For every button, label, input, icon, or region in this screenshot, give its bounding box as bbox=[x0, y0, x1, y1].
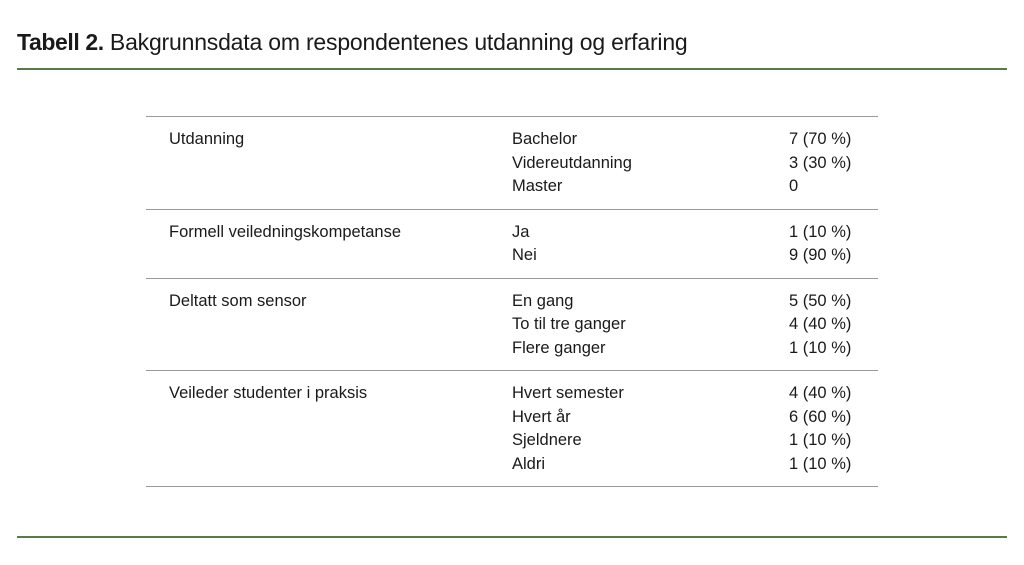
option-label: Aldri bbox=[512, 454, 546, 473]
table-row bbox=[146, 128, 878, 152]
table-group-praksis bbox=[146, 370, 878, 487]
category-label: Veileder studenter i praksis bbox=[169, 384, 368, 402]
bottom-divider bbox=[17, 536, 1007, 538]
option-label: Bachelor bbox=[512, 130, 578, 148]
table-caption bbox=[17, 27, 688, 57]
count-value: 5 (50 %) bbox=[789, 291, 852, 310]
count-value: 1 (10 %) bbox=[789, 431, 852, 449]
table-row bbox=[146, 429, 878, 453]
count-value: 1 (10 %) bbox=[789, 454, 852, 473]
table-row bbox=[146, 337, 878, 361]
category-label: Formell veiledningskompetanse bbox=[169, 222, 402, 241]
table-row bbox=[146, 290, 878, 314]
option-label: Nei bbox=[512, 246, 537, 264]
option-label: Sjeldnere bbox=[512, 431, 582, 449]
table-row bbox=[146, 221, 878, 245]
table-caption-label: Tabell 2. bbox=[17, 29, 104, 55]
table-caption-text: Bakgrunnsdata om respondentenes utdanning og erfaring bbox=[103, 29, 688, 55]
count-value: 7 (70 %) bbox=[789, 130, 852, 148]
count-value: 1 (10 %) bbox=[789, 222, 852, 241]
table-row bbox=[146, 313, 878, 337]
count-value: 9 (90 %) bbox=[789, 246, 852, 264]
table-group-sensor bbox=[146, 278, 878, 371]
table-row bbox=[146, 382, 878, 406]
table-row bbox=[146, 152, 878, 176]
count-value: 3 (30 %) bbox=[789, 153, 852, 172]
table-group-veiledningskompetanse bbox=[146, 209, 878, 278]
option-label: En gang bbox=[512, 291, 574, 310]
count-value: 0 bbox=[789, 177, 799, 195]
option-label: Hvert år bbox=[512, 407, 571, 426]
table-row bbox=[146, 175, 878, 199]
table-row bbox=[146, 453, 878, 477]
option-label: To til tre ganger bbox=[512, 315, 626, 333]
category-label: Deltatt som sensor bbox=[169, 291, 307, 310]
option-label: Hvert semester bbox=[512, 384, 624, 402]
top-divider bbox=[17, 68, 1007, 70]
background-data-table bbox=[146, 116, 878, 487]
count-value: 4 (40 %) bbox=[789, 315, 852, 333]
table-row bbox=[146, 244, 878, 268]
category-label: Utdanning bbox=[169, 130, 245, 148]
count-value: 4 (40 %) bbox=[789, 384, 852, 402]
count-value: 6 (60 %) bbox=[789, 407, 852, 426]
option-label: Videreutdanning bbox=[512, 153, 632, 172]
option-label: Master bbox=[512, 177, 563, 195]
option-label: Ja bbox=[512, 222, 530, 241]
table-group-utdanning bbox=[146, 116, 878, 209]
table-row bbox=[146, 406, 878, 430]
option-label: Flere ganger bbox=[512, 338, 606, 357]
count-value: 1 (10 %) bbox=[789, 338, 852, 357]
